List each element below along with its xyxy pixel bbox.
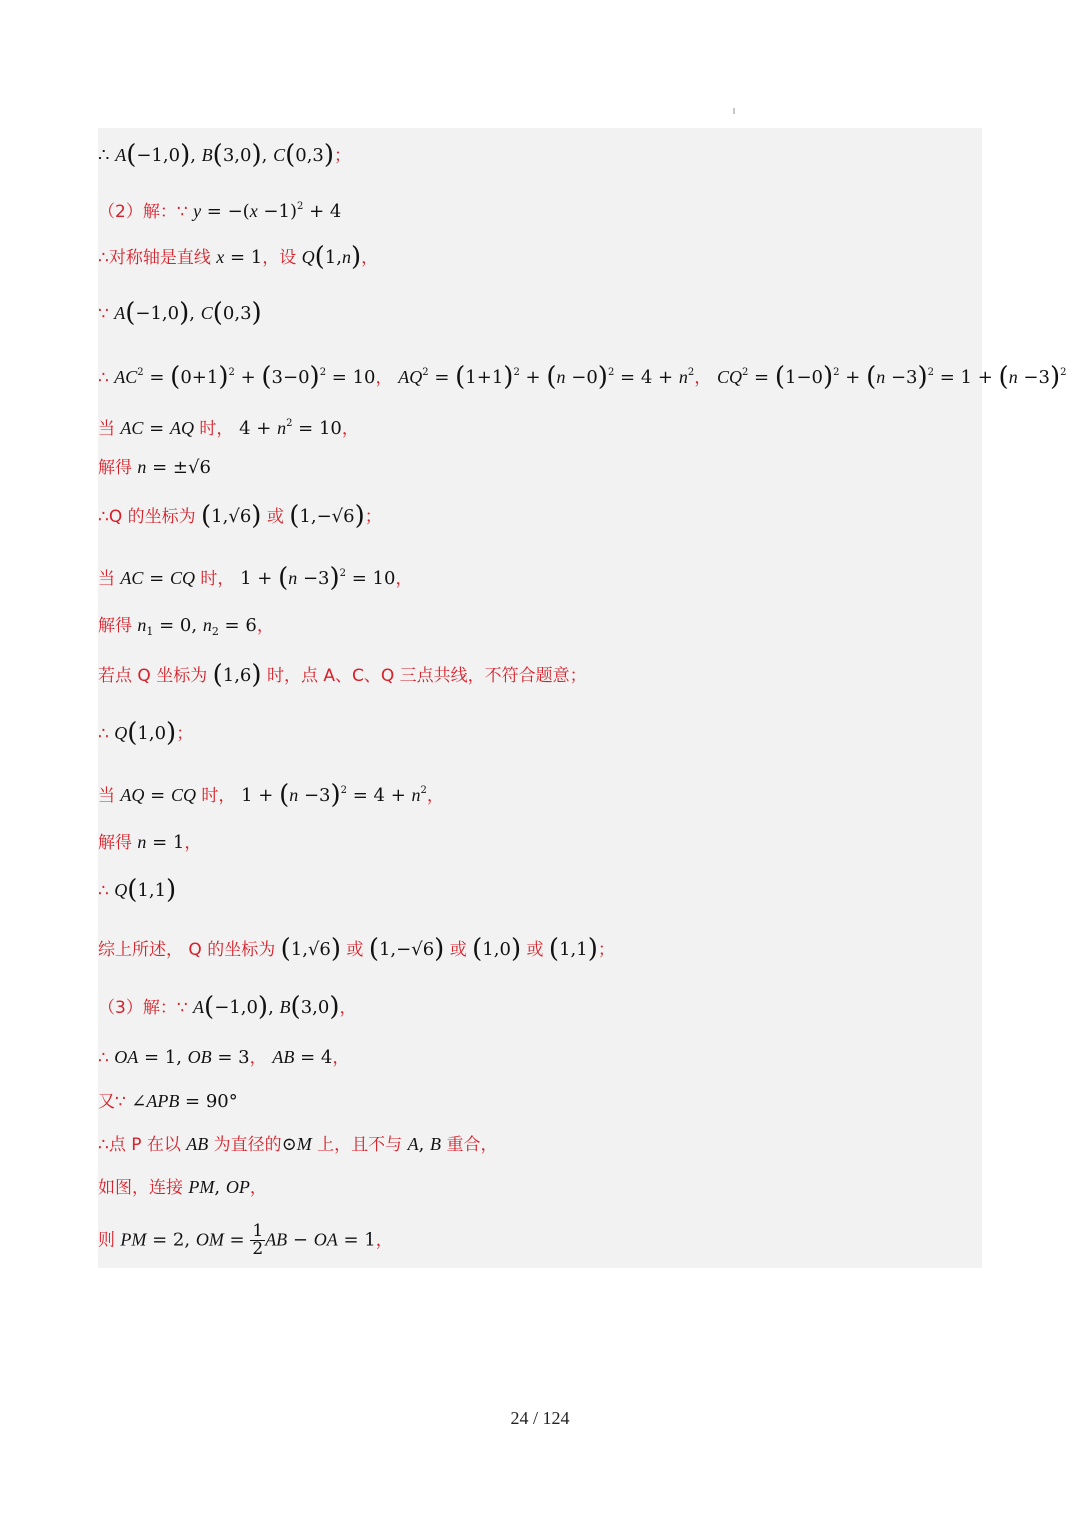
solution-panel xyxy=(98,128,1067,1268)
line-3: ∴对称轴是直线 x = 1，设 Q(1,n)， xyxy=(98,242,379,272)
line-8: ∴Q 的坐标为 (1,√6) 或 (1,−√6)； xyxy=(98,501,382,531)
line-6: 当 AC = AQ 时， $4 + n^2 = 10$， xyxy=(98,418,359,439)
line-2: （2）解：∵ $y = -(x -1)^2 + 4$ xyxy=(98,201,342,222)
line-19: 又∵ ∠APB = 90° xyxy=(98,1091,238,1112)
line-17: （3）解：∵ A(−1,0), B(3,0)， xyxy=(98,992,357,1022)
page-number: 24 / 124 xyxy=(510,1408,570,1428)
line-14: 解得 n = 1， xyxy=(98,832,202,853)
line-1: ∴ A(−1,0), B(3,0), C(0,3)； xyxy=(98,140,352,170)
line-9: 当 AC = CQ 时， $1 + (n -3)^2 = 10$， xyxy=(98,563,413,593)
line-15: ∴ Q(1,1) xyxy=(98,875,177,905)
line-12: ∴ Q(1,0)； xyxy=(98,718,194,748)
line-10: 解得 $n_1 = 0$, $n_2 = 6$， xyxy=(98,615,274,638)
line-7: 解得 n = ±√6 xyxy=(98,457,211,478)
line-21: 如图，连接 PM, OP， xyxy=(98,1177,267,1198)
line-18: ∴ OA = 1, OB = 3， AB = 4， xyxy=(98,1047,350,1068)
line-5: ∴ $AC^2 = (0+1)^2 + (3-0)^2 = 10$， $AQ^2 = (1+1)^2 + (n -0)^2 = 4 + n^2$， $CQ^2 = (1-0)^2 + (n -3)^2 = 1 + (n -3)^2$ xyxy=(98,362,1067,392)
line-20: ∴点 P 在以 AB 为直径的⊙M 上，且不与 A, B 重合， xyxy=(98,1134,498,1155)
header-mark xyxy=(733,108,735,114)
line-4: ∵ A(−1,0), C(0,3) xyxy=(98,298,262,328)
line-22: 则 PM = 2, OM = $\frac{1}{2}$ AB − OA = 1， xyxy=(98,1221,393,1259)
line-13: 当 AQ = CQ 时， $1 + (n -3)^2 = 4 + n^2$， xyxy=(98,780,444,810)
line-16: 综上所述， Q 的坐标为 (1,√6) 或 (1,−√6) 或 (1,0) 或 (1,1)； xyxy=(98,934,615,964)
line-11: 若点 Q 坐标为 (1,6) 时，点 A、C、Q 三点共线，不符合题意； xyxy=(98,660,587,690)
